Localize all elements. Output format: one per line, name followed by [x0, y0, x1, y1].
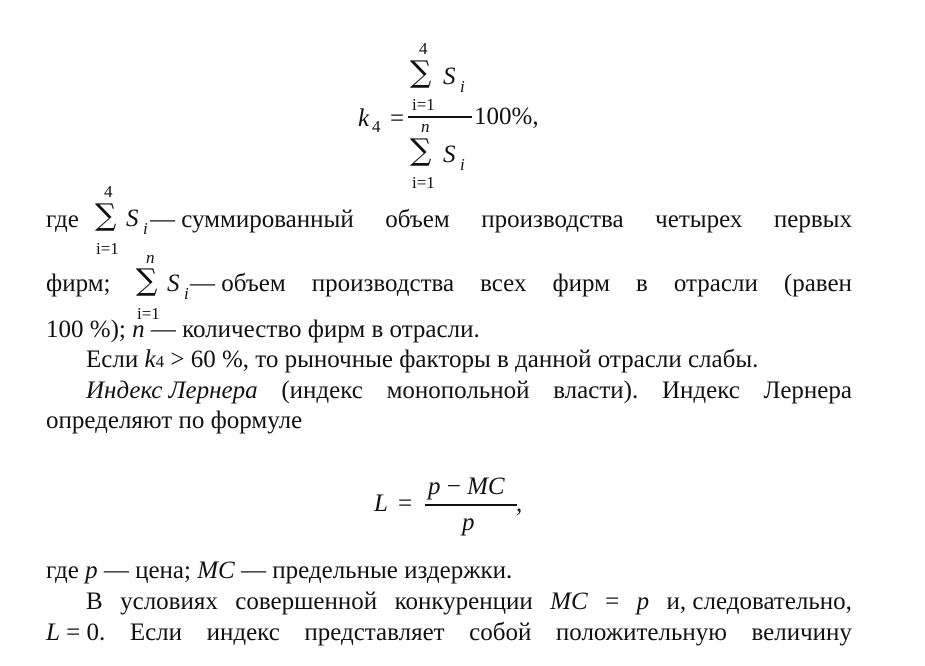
def1-var-sub: i [143, 219, 148, 238]
def2-lead: фирм; [46, 270, 111, 297]
formula-l-den-p: p [462, 509, 475, 536]
line9-word: собой [469, 619, 532, 646]
num-sum-upper: 4 [419, 39, 428, 58]
line8-word: совершенной [235, 588, 378, 615]
line7-text-b: — цена; [97, 557, 198, 584]
line3 [46, 315, 480, 345]
formula-l-fraction-bar [425, 504, 517, 506]
line8-word: конкуренции [394, 588, 533, 615]
line4-text-b: > 60 %, то рыночные факторы в данной отрасли слабы. [164, 346, 759, 373]
def1-sigma: ∑ [95, 198, 117, 233]
def2-word: в [636, 270, 648, 297]
line9-var-l: L [46, 619, 60, 646]
formula-l-num-p: p [428, 473, 441, 500]
def2-sigma: ∑ [136, 263, 158, 298]
line4-var-sub: 4 [155, 352, 165, 371]
def1-word: — суммированный [150, 206, 354, 233]
def2-var-sub: i [184, 284, 189, 303]
formula-l-num-mc: MC [467, 473, 505, 500]
line4-var-k: k [144, 346, 156, 373]
line3-text-b: — количество фирм в отрасли. [144, 316, 480, 343]
def1-sum-lower: i=1 [96, 239, 119, 258]
def1-sum-upper: 4 [104, 182, 113, 201]
line9-word: положительную [555, 619, 727, 646]
den-sum-lower: i=1 [412, 173, 435, 192]
line8-equals: = [605, 588, 620, 615]
def2-sum-upper: n [146, 248, 155, 267]
line8-var-mc: MC [550, 588, 588, 615]
den-var-sub: i [460, 155, 465, 174]
def2-word: отрасли [673, 270, 758, 297]
line9 [46, 618, 852, 648]
num-sum-lower: i=1 [412, 95, 435, 114]
formula-l-tail: , [516, 490, 523, 517]
line3-var-n: n [132, 316, 145, 343]
def1-lead: где [46, 206, 79, 233]
def2-rest [190, 269, 852, 299]
line5-word: власти). [553, 377, 639, 404]
line6: определяют по формуле [46, 407, 303, 434]
formula-l-lhs: L [374, 490, 388, 517]
line8 [86, 587, 852, 617]
def2-var-s: S [167, 270, 180, 297]
def1-word: производства [481, 206, 624, 233]
line5 [86, 376, 852, 406]
den-sigma: ∑ [410, 133, 432, 168]
num-var-s: S [443, 63, 456, 90]
def2-word: производства [311, 270, 455, 297]
line8-var-p: p [636, 588, 650, 615]
def2-word: — объем [190, 270, 286, 297]
line8-end: и, следовательно, [666, 588, 852, 615]
line5-word: монопольной [386, 377, 530, 404]
line5-italic-term: Индекс Лернера [86, 377, 258, 404]
formula-tail: 100%, [474, 103, 539, 130]
line3-text-a: 100 %); [46, 316, 133, 343]
line5-word: Индекс [661, 377, 740, 404]
def1-word: объем [385, 206, 450, 233]
line4 [86, 345, 758, 377]
def2-word: (равен [783, 270, 852, 297]
formula-l-num-minus: − [440, 473, 468, 500]
line4-text-a: Если [86, 346, 145, 373]
line7-text-a: где [46, 557, 86, 584]
fraction-bar [408, 116, 472, 118]
line5-word: Лернера [763, 377, 852, 404]
formula-equals: = [390, 105, 405, 132]
def2-word: всех [480, 270, 527, 297]
def1-word: четырех [655, 206, 743, 233]
formula-lhs-k: k [358, 105, 370, 132]
num-var-sub: i [460, 77, 465, 96]
line7-var-mc: MC [197, 557, 235, 584]
line9-word: индекс [206, 619, 280, 646]
def1-word: первых [773, 206, 852, 233]
def2-word: фирм [552, 270, 611, 297]
def2-sum-lower: i=1 [137, 304, 160, 323]
def1-rest [150, 205, 852, 235]
line9-word: величину [751, 619, 852, 646]
line9-word: Если [129, 619, 183, 646]
formula-l-numerator [428, 472, 505, 502]
line9-word: представляет [304, 619, 445, 646]
line7-text-c: — предельные издержки. [234, 557, 513, 584]
den-sum-upper: n [421, 117, 430, 136]
line7 [46, 556, 512, 586]
den-var-s: S [443, 141, 456, 168]
formula-l-equals: = [398, 490, 413, 517]
num-sigma: ∑ [410, 55, 432, 90]
line5-word: (индекс [281, 377, 363, 404]
line9-text-a: = 0. [59, 619, 106, 646]
formula-lhs-sub: 4 [372, 117, 381, 136]
line7-var-p: p [85, 557, 98, 584]
line8-word: В [86, 588, 103, 615]
def1-var-s: S [126, 205, 139, 232]
line9-start [46, 618, 105, 648]
line8-word: условиях [120, 588, 218, 615]
